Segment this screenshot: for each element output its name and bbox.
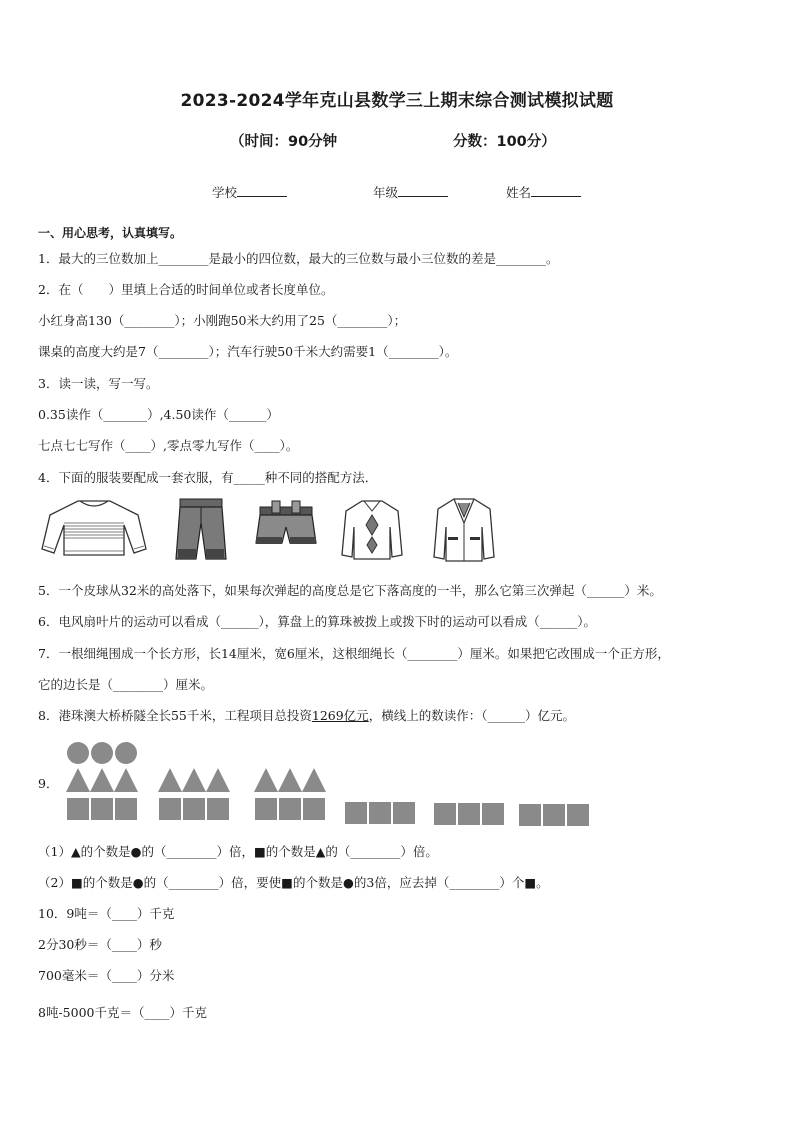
page-title: 2023-2024学年克山县数学三上期末综合测试模拟试题	[180, 91, 614, 111]
question-2-line-b: 课桌的高度大约是7（________）；汽车行驶50千米大约需要1（________）。	[38, 344, 458, 359]
question-10-line-d: 8吨-5000千克＝（____）千克	[38, 1005, 207, 1020]
grade-field	[373, 183, 448, 201]
square-shape	[369, 802, 391, 824]
triangle-shape	[66, 768, 90, 792]
question-2: 2．在（ ）里填上合适的时间单位或者长度单位。	[38, 282, 334, 297]
question-9: 9．	[38, 776, 59, 791]
square-shape	[255, 798, 277, 820]
question-9-part-2: （2）■的个数是●的（________）倍，要使■的个数是●的3倍，应去掉（________）个■。	[38, 875, 549, 890]
square-shape	[482, 803, 504, 825]
triangle-shape	[302, 768, 326, 792]
exam-score: 分数：100分）	[453, 134, 556, 150]
question-3-line-b: 七点七七写作（____）,零点零九写作（____）。	[38, 438, 299, 453]
question-10: 10．9吨＝（____）千克	[38, 906, 175, 921]
shorts-image	[254, 497, 318, 549]
name-label: 姓名	[506, 185, 532, 200]
question-7: 7．一根细绳围成一个长方形，长14厘米，宽6厘米，这根细绳长（________）厘米。如果把它改围成一个正方形，	[38, 646, 670, 661]
circle-shape	[115, 742, 137, 764]
question-1: 1．最大的三位数加上________是最小的四位数，最大的三位数与最小三位数的差是________。	[38, 251, 559, 266]
triangle-shape	[114, 768, 138, 792]
school-field	[212, 183, 287, 201]
square-shape	[458, 803, 480, 825]
triangle-shape	[182, 768, 206, 792]
question-8-text-b: ，横线上的数读作：（______）亿元。	[368, 708, 575, 723]
triangle-shape	[90, 768, 114, 792]
square-shape	[279, 798, 301, 820]
triangle-shape	[158, 768, 182, 792]
question-10-line-b: 2分30秒＝（____）秒	[38, 937, 162, 952]
question-9-part-1: （1）▲的个数是●的（________）倍，■的个数是▲的（________）倍。	[38, 844, 438, 859]
question-3: 3．读一读，写一写。	[38, 376, 159, 391]
trousers-image	[172, 497, 230, 561]
sweater-image	[40, 497, 148, 559]
square-shape	[159, 798, 181, 820]
square-shape	[393, 802, 415, 824]
circle-shape	[91, 742, 113, 764]
question-2-line-a: 小红身高130（________）；小刚跑50米大约用了25（________）；	[38, 313, 407, 328]
name-field	[506, 183, 581, 201]
question-3-line-a: 0.35读作（_______）,4.50读作（______）	[38, 407, 279, 422]
question-5: 5．一个皮球从32米的高处落下，如果每次弹起的高度总是它下落高度的一半，那么它第三次弹起（______）米。	[38, 583, 662, 598]
question-4: 4．下面的服装要配成一套衣服，有_____种不同的搭配方法．	[38, 470, 378, 485]
square-shape	[183, 798, 205, 820]
triangle-shape	[206, 768, 230, 792]
shape-groups-figure	[60, 740, 600, 832]
question-10-line-c: 700毫米＝（____）分米	[38, 968, 175, 983]
square-shape	[303, 798, 325, 820]
square-shape	[207, 798, 229, 820]
grade-label: 年级	[373, 185, 399, 200]
school-label: 学校	[212, 185, 238, 200]
square-shape	[434, 803, 456, 825]
triangle-shape	[254, 768, 278, 792]
exam-time: （时间：90分钟	[230, 134, 338, 150]
triangle-shape	[278, 768, 302, 792]
square-shape	[345, 802, 367, 824]
question-8-text-a: 8．港珠澳大桥桥隧全长55千米，工程项目总投资	[38, 708, 312, 723]
question-8	[38, 708, 575, 724]
question-6: 6．电风扇叶片的运动可以看成（______），算盘上的算珠被拨上或拨下时的运动可以看成（______）。	[38, 614, 596, 629]
question-7-line-b: 它的边长是（________）厘米。	[38, 677, 214, 692]
square-shape	[567, 804, 589, 826]
square-shape	[543, 804, 565, 826]
circle-shape	[67, 742, 89, 764]
square-shape	[519, 804, 541, 826]
jacket-image	[432, 497, 496, 563]
question-8-underlined: 1269亿元	[311, 708, 369, 723]
square-shape	[67, 798, 89, 820]
square-shape	[115, 798, 137, 820]
vest-sweater-image	[340, 497, 404, 561]
section-heading: 一、用心思考，认真填写。	[38, 226, 183, 240]
square-shape	[91, 798, 113, 820]
